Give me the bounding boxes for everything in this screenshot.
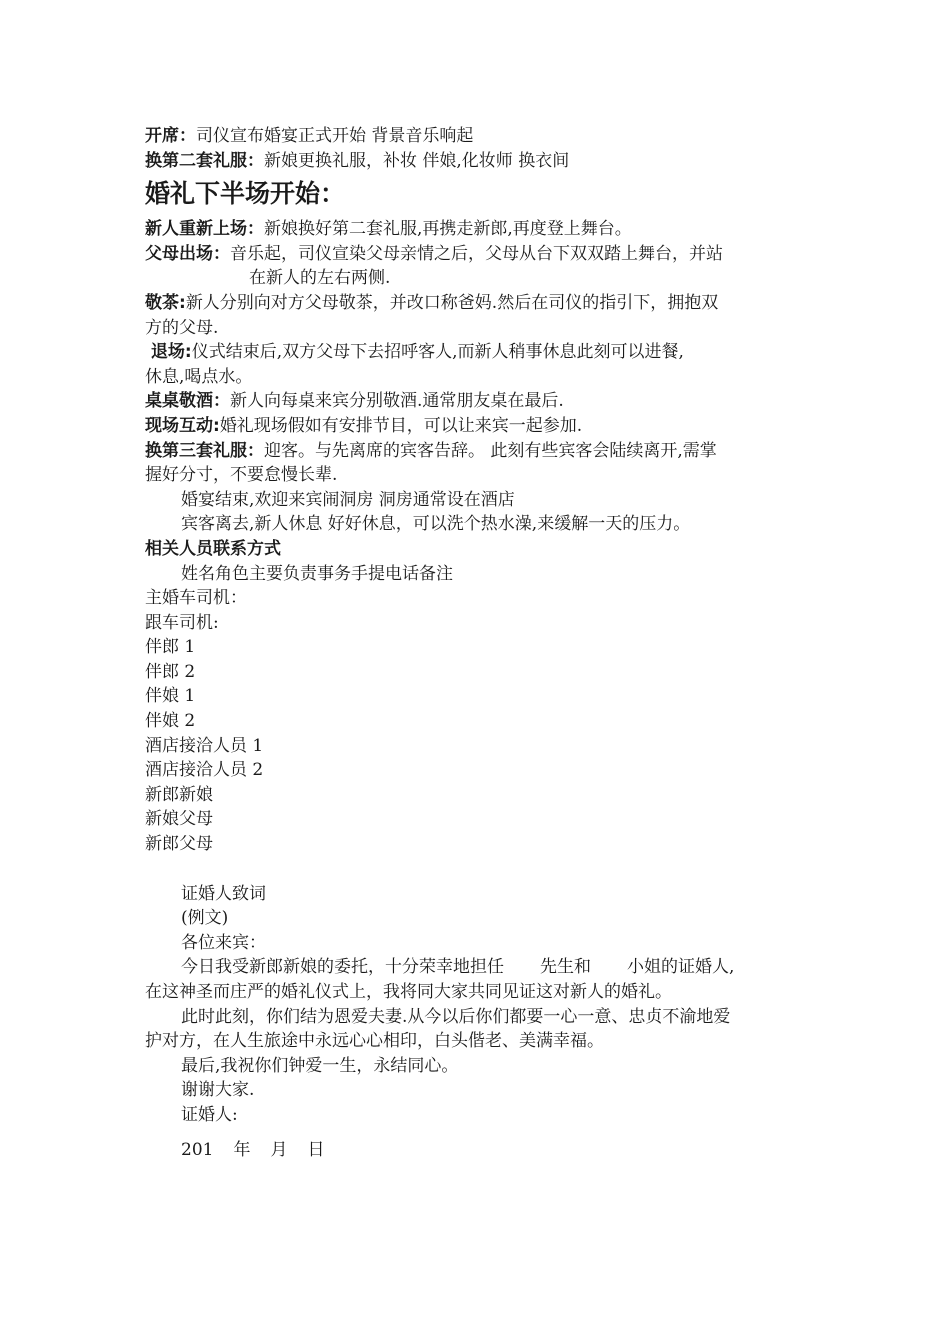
interaction-label: 现场互动: [145,415,220,436]
blank-space [145,1128,825,1138]
speech-paragraph-3: 最后,我祝你们钟爱一生，永结同心。 [181,1055,459,1076]
contact-row: 酒店接洽人员 1 [145,735,264,756]
exit-line [145,340,825,365]
exit-label: 退场: [145,342,192,363]
contact-row: 伴郎 1 [145,637,196,658]
reentry-text: 新娘换好第二套礼服,再携走新郎,再度登上舞台。 [264,219,632,240]
date-day-char: 日 [307,1139,325,1160]
speech-signature: 证婚人: [181,1104,238,1125]
third-dress-label: 换第三套礼服： [145,440,264,461]
interaction-text: 婚礼现场假如有安排节目，可以让来宾一起参加. [219,415,583,436]
exit-text: 仪式结束后,双方父母下去招呼客人,而新人稍事休息此刻可以进餐, [191,342,684,363]
opening-label: 开席： [145,126,196,146]
banquet-end-line: 婚宴结束,欢迎来宾闹洞房 洞房通常设在酒店 [181,489,515,510]
contact-row: 新郎父母 [145,834,213,855]
section-heading: 婚礼下半场开始： [145,179,346,209]
reentry-line [145,217,825,242]
speech-thanks: 谢谢大家. [181,1080,255,1101]
speech-paragraph-1-cont: 在这神圣而庄严的婚礼仪式上，我将同大家共同见证这对新人的婚礼。 [145,982,672,1002]
document-page [145,124,825,1162]
reentry-label: 新人重新上场： [145,219,264,240]
speech-greeting: 各位来宾： [181,932,266,953]
opening-line [145,124,825,149]
third-dress-cont: 握好分寸，不要怠慢长辈. [145,465,338,486]
date-year: 201 [181,1139,214,1160]
date-year-char: 年 [233,1139,251,1160]
tea-cont: 方的父母. [145,317,219,338]
contact-row: 伴娘 1 [145,686,196,707]
speech-paragraph-1 [145,955,825,980]
tea-label: 敬茶: [145,292,186,313]
contacts-title: 相关人员联系方式 [145,538,281,559]
contact-row: 主婚车司机： [145,588,247,609]
third-dress-text: 迎客。与先离席的宾客告辞。 此刻有些宾客会陆续离开,需掌 [264,440,717,461]
speech-paragraph-2: 此时此刻，你们结为恩爱夫妻.从今以后你们都要一心一意、忠贞不渝地爱 [181,1006,731,1027]
tea-line [145,291,825,316]
guests-leave-line: 宾客离去,新人休息 好好休息，可以洗个热水澡,来缓解一天的压力。 [181,514,691,535]
contacts-header: 姓名角色主要负责事务手提电话备注 [181,563,453,584]
interaction-line [145,414,825,439]
speech-sample-note: (例文) [181,908,229,929]
speech-paragraph-2-cont: 护对方，在人生旅途中永远心心相印，白头偕老、美满幸福。 [145,1031,604,1052]
parents-label: 父母出场： [145,243,230,264]
speech-p1-part-a: 今日我受新郎新娘的委托，十分荣幸地担任 [181,957,504,978]
speech-title: 证婚人致词 [181,883,266,904]
toast-line [145,389,825,414]
parents-line [145,242,825,267]
toast-label: 桌桌敬酒： [145,391,230,412]
second-dress-text: 新娘更换礼服，补妆 伴娘,化妆师 换衣间 [264,150,570,171]
third-dress-line [145,439,825,464]
contact-row: 跟车司机: [145,612,219,633]
second-dress-line [145,149,825,174]
speech-p1-part-b: 先生和 [540,957,591,978]
contact-row: 新郎新娘 [145,784,213,805]
speech-date [145,1138,825,1163]
tea-text: 新人分别向对方父母敬茶，并改口称爸妈.然后在司仪的指引下，拥抱双 [185,292,719,313]
date-month-char: 月 [270,1139,288,1160]
contact-row: 伴郎 2 [145,661,196,682]
parents-text: 音乐起，司仪宣染父母亲情之后，父母从台下双双踏上舞台，并站 [230,243,723,264]
second-dress-label: 换第二套礼服： [145,150,264,171]
contact-row: 伴娘 2 [145,711,196,732]
toast-text: 新人向每桌来宾分别敬酒.通常朋友桌在最后. [230,391,564,412]
exit-cont: 休息,喝点水。 [145,366,253,387]
contact-row: 新娘父母 [145,809,213,830]
blank-line [145,857,825,882]
speech-p1-part-c: 小姐的证婚人, [627,957,735,978]
parents-cont: 在新人的左右两侧. [249,268,391,289]
opening-text: 司仪宣布婚宴正式开始 背景音乐响起 [196,126,474,146]
contact-row: 酒店接洽人员 2 [145,760,264,781]
